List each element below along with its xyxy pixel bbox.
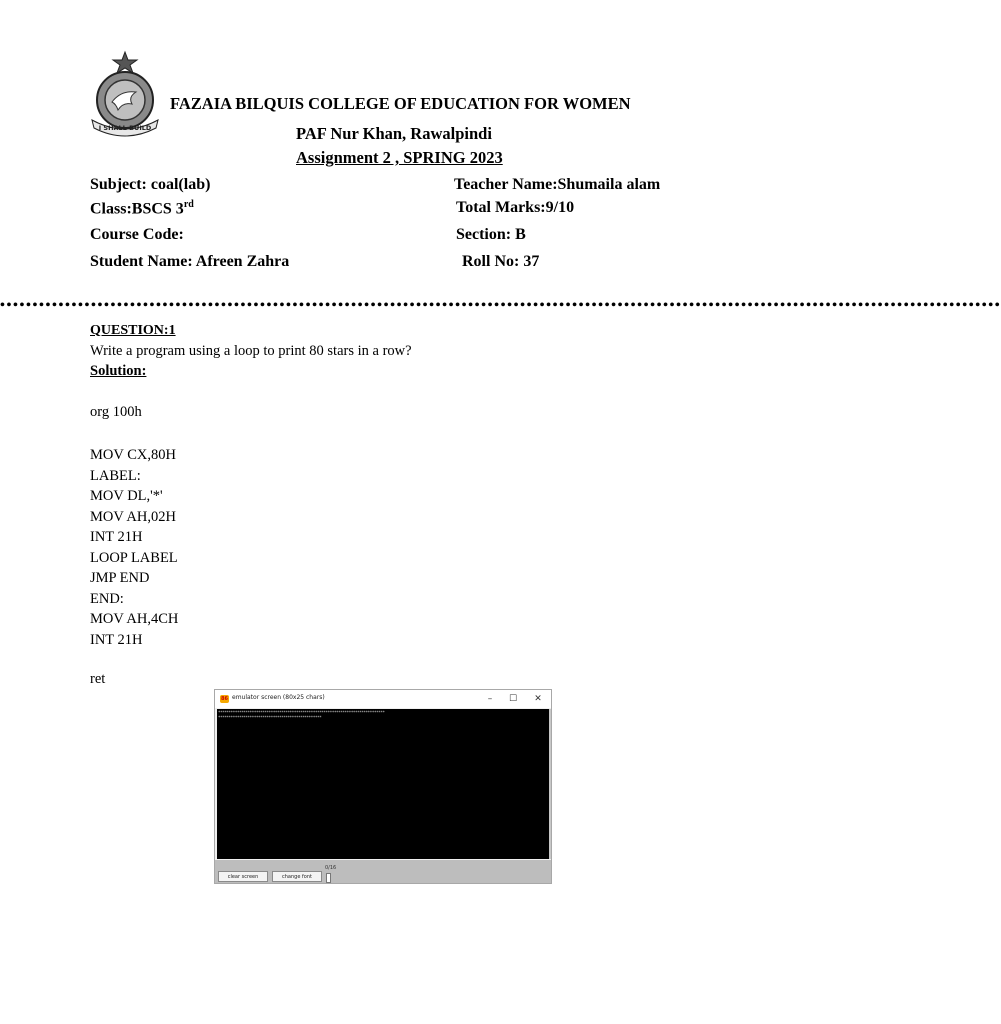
solution-label: Solution: <box>90 363 147 379</box>
code-org: org 100h <box>90 404 142 420</box>
code-line: MOV AH,4CH <box>90 611 179 627</box>
class-label <box>90 199 194 218</box>
code-line: INT 21H <box>90 529 143 545</box>
code-line: LOOP LABEL <box>90 549 178 566</box>
minimize-icon[interactable]: – <box>487 694 493 704</box>
cursor-position: 0/16 <box>325 865 337 871</box>
total-marks: Total Marks:9/10 <box>456 199 575 216</box>
code-line: JMP END <box>90 570 150 586</box>
screen-output-line: ******************************************************************************* <box>218 710 385 715</box>
teacher-name: Teacher Name:Shumaila alam <box>454 176 661 193</box>
college-name: FAZAIA BILQUIS COLLEGE OF EDUCATION FOR WOMEN <box>170 94 631 113</box>
class-text: Class:BSCS 3 <box>90 200 184 218</box>
subject-label: Subject: coal(lab) <box>90 176 211 193</box>
code-block <box>90 445 178 650</box>
roll-number: Roll No: 37 <box>462 253 540 270</box>
screen-scrollbar[interactable] <box>549 709 551 859</box>
question-title: QUESTION:1 <box>90 323 176 338</box>
svg-text:I SHALL BUILD: I SHALL BUILD <box>98 124 152 132</box>
close-icon[interactable]: ✕ <box>534 694 542 704</box>
code-line: MOV DL,'*' <box>90 488 163 504</box>
code-ret: ret <box>90 671 106 687</box>
emu8086-icon: 86 <box>221 696 228 702</box>
emulator-screen <box>217 709 549 859</box>
student-name: Student Name: Afreen Zahra <box>90 253 290 270</box>
section-label: Section: B <box>456 226 526 243</box>
emulator-title: emulator screen (80x25 chars) <box>232 694 325 701</box>
emulator-window <box>214 689 552 884</box>
screen-output-line: ************************************************* <box>218 715 322 720</box>
code-line: INT 21H <box>90 631 143 648</box>
code-line: END: <box>90 590 124 607</box>
clear-screen-button[interactable]: clear screen <box>218 871 268 882</box>
code-line: MOV CX,80H <box>90 447 176 463</box>
dotted-separator: •••••••••••••••••••••••••••••••••••••••••••••••••••••••••••••••••••••••••••••••••••••••••••••••••••••••••••••••••••••••••••••••••••••••••••••••••••••••••• <box>0 298 1001 313</box>
college-location: PAF Nur Khan, Rawalpindi <box>296 124 492 143</box>
maximize-icon[interactable]: ☐ <box>508 694 518 704</box>
question-text: Write a program using a loop to print 80 stars in a row? <box>90 343 412 359</box>
cursor-indicator <box>326 873 331 883</box>
code-line: LABEL: <box>90 467 141 484</box>
emulator-titlebar <box>215 690 551 708</box>
class-superscript: rd <box>183 199 194 210</box>
assignment-title: Assignment 2 , SPRING 2023 <box>296 148 503 167</box>
code-line: MOV AH,02H <box>90 508 176 525</box>
course-code: Course Code: <box>90 226 184 243</box>
college-logo <box>88 52 162 138</box>
change-font-button[interactable]: change font <box>272 871 322 882</box>
